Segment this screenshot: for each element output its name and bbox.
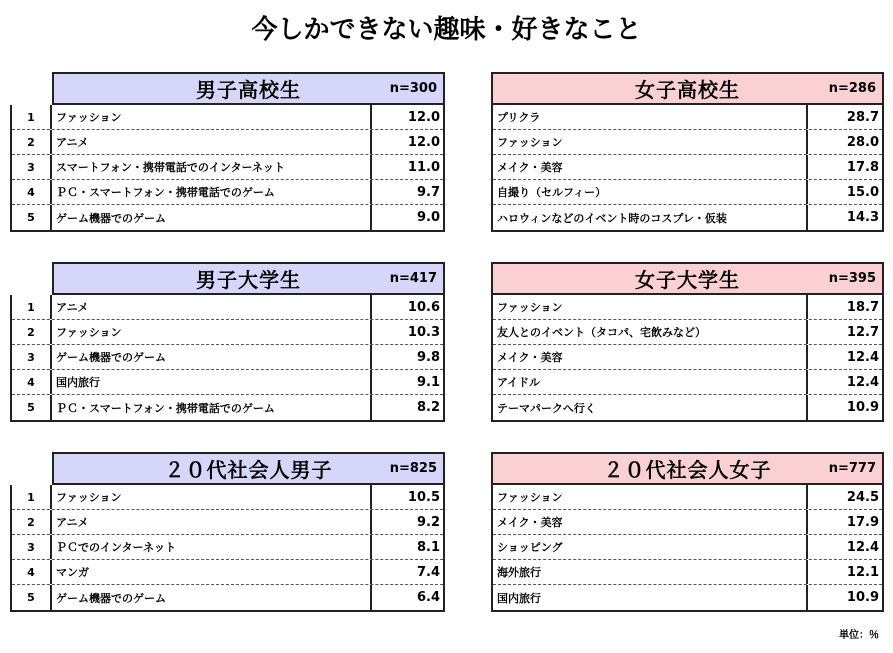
rank-cell: 1 [12,105,52,129]
item-label: ゲーム機器でのゲーム [56,211,166,225]
table-body [491,295,884,422]
item-value: 9.8 [370,345,443,369]
rank-cell: 2 [12,510,52,534]
table-body [10,105,445,232]
table-male-highschool [10,72,445,232]
item-label: ゲーム機器でのゲーム [56,591,166,605]
item-label: アニメ [56,136,89,149]
table-row [493,510,882,535]
item-value: 10.9 [806,585,882,610]
table-row [493,535,882,560]
item-value: 9.7 [370,180,443,204]
item-value: 18.7 [806,295,882,319]
item-label: ファッション [56,326,122,339]
table-header [52,72,445,105]
item-label: ファッション [497,491,563,504]
rank-cell: 4 [12,370,52,394]
item-label: ハロウィンなどのイベント時のコスプレ・仮装 [497,211,727,225]
item-value: 28.7 [806,105,882,129]
rank-cell: 2 [12,320,52,344]
item-label: ＰＣ・スマートフォン・携帯電話でのゲーム [56,186,275,199]
table-row [12,205,443,230]
sample-size: n=300 [389,81,437,96]
table-row [493,585,882,610]
item-value: 7.4 [370,560,443,584]
rank-cell: 5 [12,205,52,230]
item-label: ＰＣ・スマートフォン・携帯電話でのゲーム [56,401,275,415]
table-row [12,485,443,510]
table-row [12,295,443,320]
rank-cell: 1 [12,295,52,319]
table-row [493,320,882,345]
table-header-title: 男子大学生 [196,268,301,292]
item-value: 12.7 [806,320,882,344]
table-header [491,72,884,105]
table-body [10,485,445,612]
table-body [10,295,445,422]
rank-cell: 3 [12,155,52,179]
item-value: 9.0 [370,205,443,230]
table-row [12,155,443,180]
item-label: ＰＣでのインターネット [56,541,177,554]
item-value: 10.5 [370,485,443,509]
item-value: 17.8 [806,155,882,179]
item-label: メイク・美容 [497,161,563,174]
table-row [12,585,443,610]
table-row [493,370,882,395]
item-label: ファッション [497,301,563,314]
item-value: 15.0 [806,180,882,204]
item-value: 14.3 [806,205,882,230]
item-label: 海外旅行 [497,566,541,579]
table-header-title: 女子大学生 [635,268,740,292]
item-value: 12.4 [806,535,882,559]
item-value: 12.4 [806,345,882,369]
item-value: 12.4 [806,370,882,394]
sample-size: n=395 [828,271,876,286]
table-row [12,320,443,345]
unit-note: 単位：％ [839,630,879,641]
table-row [493,295,882,320]
item-label: スマートフォン・携帯電話でのインターネット [56,161,285,174]
table-row [12,345,443,370]
rank-cell: 3 [12,535,52,559]
rank-cell: 4 [12,560,52,584]
table-row [12,395,443,420]
table-header [52,262,445,295]
table-row [12,130,443,155]
item-label: 国内旅行 [497,591,541,605]
table-row [493,105,882,130]
table-row [493,130,882,155]
rank-cell: 1 [12,485,52,509]
item-value: 12.0 [370,130,443,154]
item-label: ゲーム機器でのゲーム [56,351,166,364]
item-label: メイク・美容 [497,351,563,364]
item-label: テーマパークへ行く [497,401,596,415]
table-row [493,155,882,180]
table-row [12,105,443,130]
table-row [493,345,882,370]
table-row [12,560,443,585]
table-female-20s-worker [491,452,884,612]
rank-cell: 2 [12,130,52,154]
item-value: 8.2 [370,395,443,420]
item-label: アニメ [56,301,89,314]
item-label: 友人とのイベント（タコパ、宅飲みなど） [497,326,706,339]
table-body [491,105,884,232]
item-value: 10.9 [806,395,882,420]
table-header [491,262,884,295]
rank-cell: 5 [12,395,52,420]
item-value: 11.0 [370,155,443,179]
item-value: 9.1 [370,370,443,394]
table-header [52,452,445,485]
sample-size: n=825 [389,461,437,476]
table-header-title: 女子高校生 [635,78,740,102]
sample-size: n=777 [828,461,876,476]
item-label: ショッピング [497,541,563,554]
table-header [491,452,884,485]
rank-cell: 3 [12,345,52,369]
table-header-title: 男子高校生 [196,78,301,102]
item-label: アニメ [56,516,89,529]
item-value: 24.5 [806,485,882,509]
rank-cell: 5 [12,585,52,610]
sample-size: n=417 [389,271,437,286]
item-label: ファッション [497,136,563,149]
table-row [493,180,882,205]
item-value: 10.3 [370,320,443,344]
table-row [12,510,443,535]
item-label: メイク・美容 [497,516,563,529]
item-value: 17.9 [806,510,882,534]
table-header-title: ２０代社会人男子 [164,458,333,482]
item-value: 12.1 [806,560,882,584]
table-row [12,370,443,395]
table-male-university [10,262,445,422]
table-row [493,560,882,585]
table-row [493,395,882,420]
sample-size: n=286 [828,81,876,96]
item-label: 国内旅行 [56,376,100,389]
table-header-title: ２０代社会人女子 [603,458,772,482]
item-value: 12.0 [370,105,443,129]
rank-cell: 4 [12,180,52,204]
item-label: マンガ [56,566,89,579]
item-value: 10.6 [370,295,443,319]
item-label: 自撮り（セルフィー） [497,186,607,199]
item-value: 6.4 [370,585,443,610]
table-row [493,485,882,510]
item-value: 8.1 [370,535,443,559]
item-label: ファッション [56,111,122,124]
item-value: 28.0 [806,130,882,154]
table-female-university [491,262,884,422]
table-row [12,180,443,205]
table-male-20s-worker [10,452,445,612]
table-row [12,535,443,560]
item-label: プリクラ [497,111,541,124]
table-female-highschool [491,72,884,232]
page-title: 今しかできない趣味・好きなこと [251,15,642,45]
item-label: アイドル [497,376,541,389]
table-row [493,205,882,230]
item-label: ファッション [56,491,122,504]
table-body [491,485,884,612]
item-value: 9.2 [370,510,443,534]
